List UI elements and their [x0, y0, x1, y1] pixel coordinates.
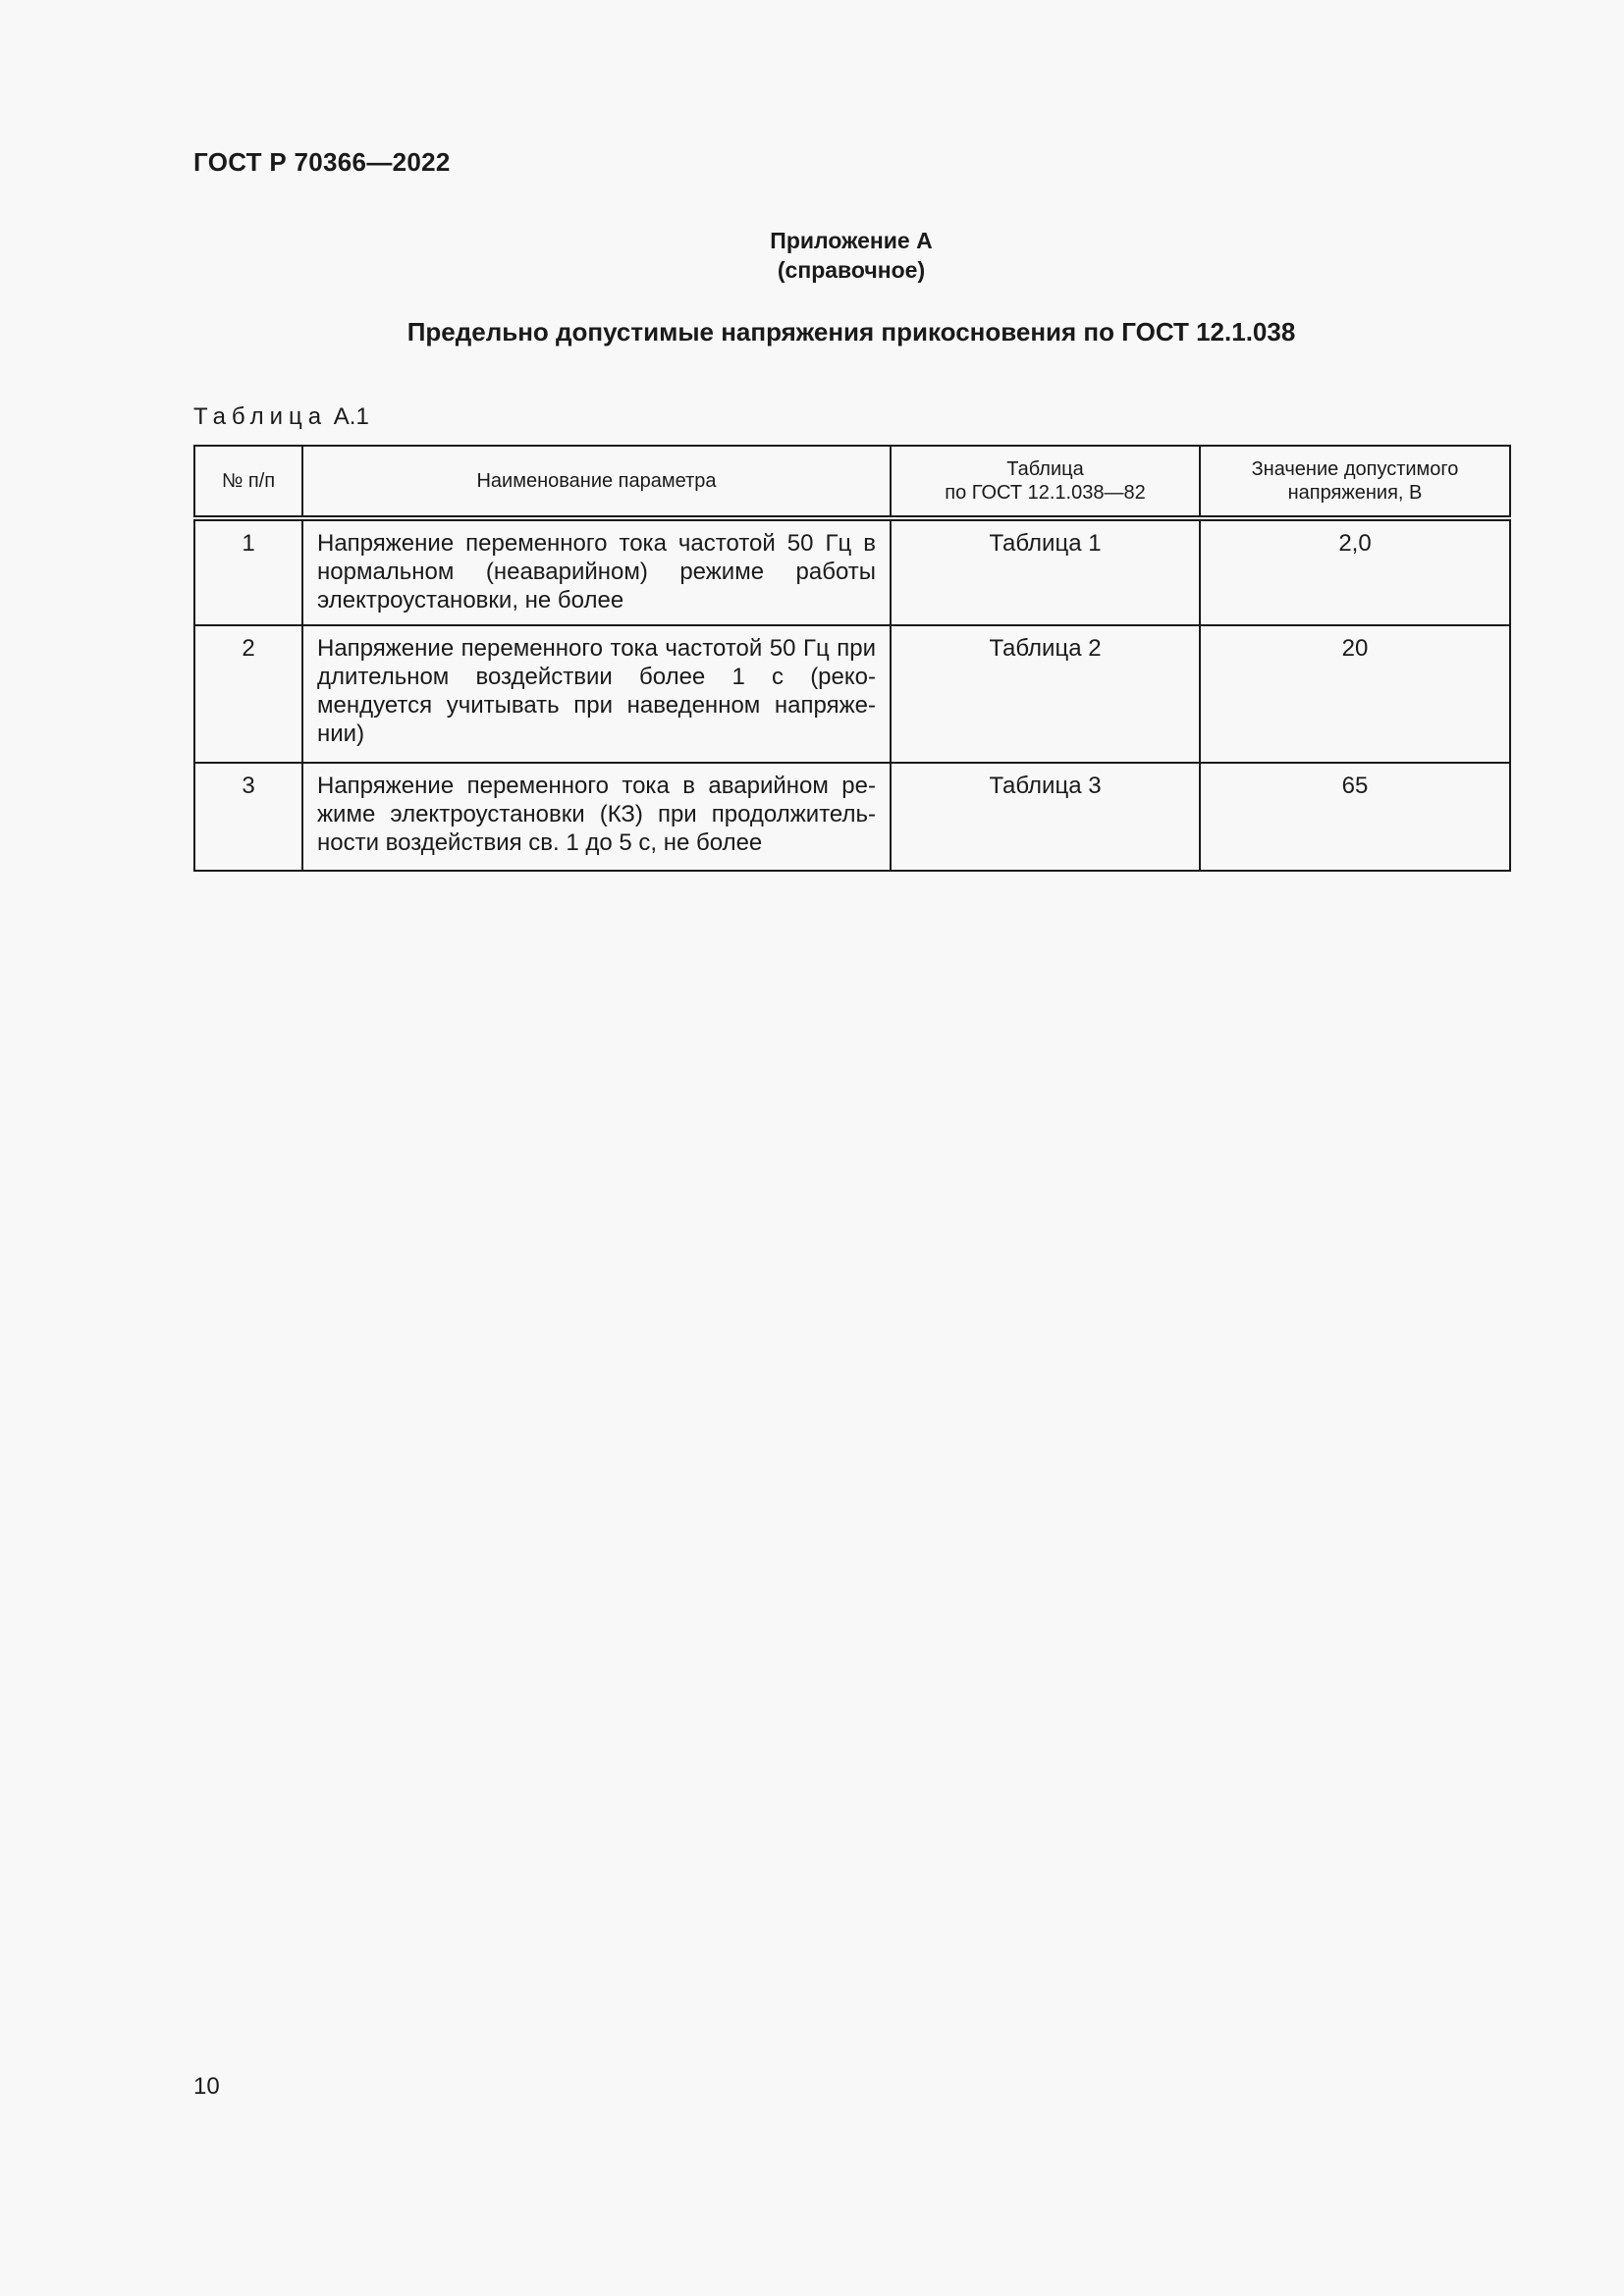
column-header-value: Значение допустимого напряжения, В	[1200, 446, 1510, 518]
row-gost-table: Таблица 1	[891, 518, 1200, 625]
row-value: 20	[1200, 625, 1510, 763]
table-header-row	[194, 446, 1510, 518]
row-number: 3	[194, 763, 302, 871]
voltage-limits-table	[193, 445, 1511, 872]
row-gost-table: Таблица 3	[891, 763, 1200, 871]
appendix-name: Приложение А	[770, 228, 933, 253]
appendix-kind: (справочное)	[777, 257, 926, 283]
row-value: 2,0	[1200, 518, 1510, 625]
table-row	[194, 518, 1510, 625]
row-value: 65	[1200, 763, 1510, 871]
section-title: Предельно допустимые напряжения прикосновения по ГОСТ 12.1.038	[406, 317, 1296, 347]
row-parameter: Напряжение переменного тока частотой 50 Гц в нормальном (неаварийном) режиме работы электроустановки, не более	[302, 518, 891, 625]
column-header-gost-table: Таблица по ГОСТ 12.1.038—82	[891, 446, 1200, 518]
row-gost-table: Таблица 2	[891, 625, 1200, 763]
table-row	[194, 625, 1510, 763]
row-parameter: Напряжение переменного тока частотой 50 Гц при длительном воздействии более 1 с (рекомендуется учитывать при наведенном напряжении)	[302, 625, 891, 763]
column-header-number: № п/п	[194, 446, 302, 518]
page-number: 10	[193, 2073, 220, 2100]
column-header-parameter: Наименование параметра	[302, 446, 891, 518]
row-number: 2	[194, 625, 302, 763]
document-code-header: ГОСТ Р 70366—2022	[193, 147, 451, 177]
table-caption-word: Таблица	[193, 403, 328, 430]
table-caption	[193, 403, 369, 431]
row-parameter: Напряжение переменного тока в аварийном режиме электроустановки (КЗ) при продолжительности воздействия св. 1 до 5 с, не более	[302, 763, 891, 871]
row-number: 1	[194, 518, 302, 625]
table-caption-number: А.1	[333, 403, 369, 430]
table-row	[194, 763, 1510, 871]
